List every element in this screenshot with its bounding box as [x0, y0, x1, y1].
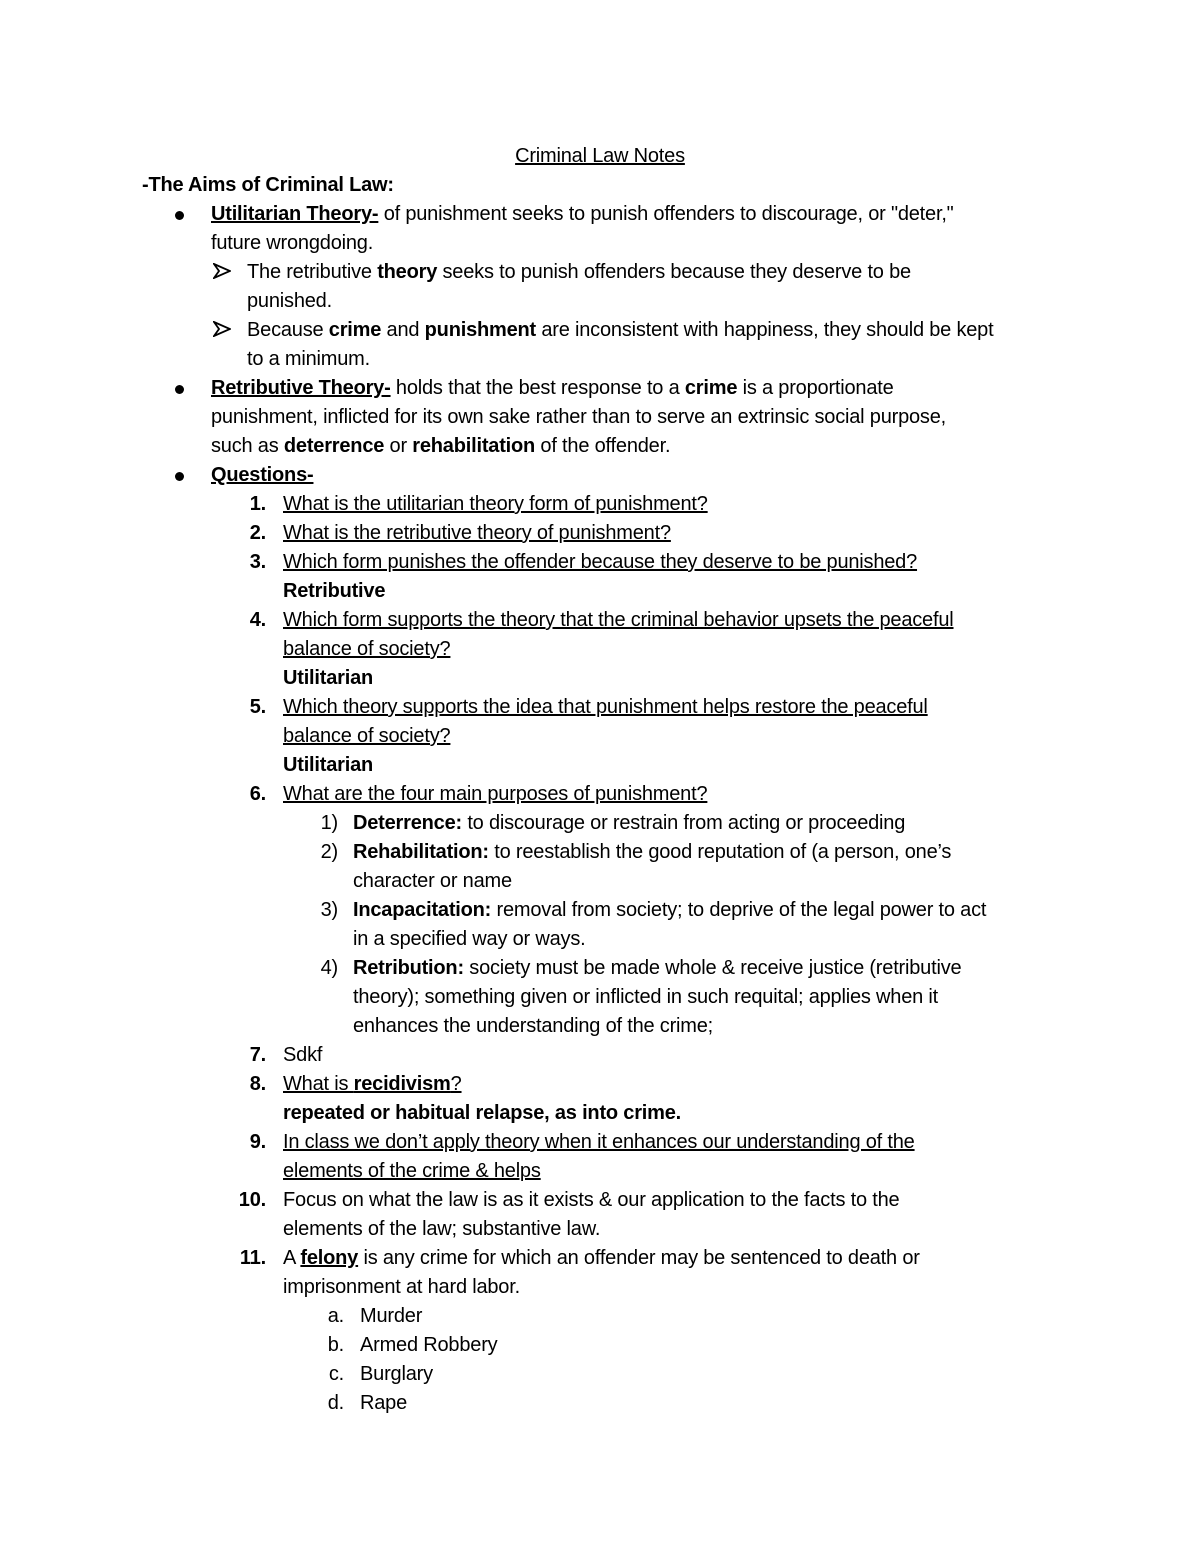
- note-11-line-1: A felony is any crime for which an offender may be sentenced to death or: [283, 1247, 920, 1269]
- question-number: 2.: [249, 522, 266, 544]
- retributive-line-3: such as deterrence or rehabilitation of the offender.: [211, 435, 671, 457]
- question-5-line-2: balance of society?: [283, 725, 451, 747]
- answer-8: repeated or habitual relapse, as into crime.: [283, 1102, 682, 1124]
- answer-5: Utilitarian: [283, 754, 374, 776]
- purpose-retribution-line-3: enhances the understanding of the crime;: [353, 1015, 714, 1037]
- page-title: Criminal Law Notes: [515, 145, 685, 167]
- question-9-line-1: In class we don’t apply theory when it enhances our understanding of the: [283, 1131, 915, 1153]
- question-7: Sdkf: [283, 1044, 323, 1066]
- question-number: 6.: [249, 783, 266, 805]
- section-heading: -The Aims of Criminal Law:: [142, 174, 394, 196]
- question-number: 3.: [249, 551, 266, 573]
- list-letter: d.: [327, 1392, 344, 1414]
- question-6: What are the four main purposes of punishment?: [283, 783, 708, 805]
- felony-rape: Rape: [360, 1392, 408, 1414]
- note-11-line-2: imprisonment at hard labor.: [283, 1276, 520, 1298]
- list-letter: a.: [327, 1305, 344, 1327]
- felony-murder: Murder: [360, 1305, 423, 1327]
- note-10-line-2: elements of the law; substantive law.: [283, 1218, 601, 1240]
- retributive-line-2: punishment, inflicted for its own sake rather than to serve an extrinsic social purpose,: [211, 406, 946, 428]
- retributive-line-1: Retributive Theory- holds that the best response to a crime is a proportionate: [211, 377, 894, 399]
- question-4-line-1: Which form supports the theory that the criminal behavior upsets the peaceful: [283, 609, 954, 631]
- crime-sub-line-2: to a minimum.: [247, 348, 370, 370]
- retributive-sub-line-1: The retributive theory seeks to punish offenders because they deserve to be: [247, 261, 911, 283]
- utilitarian-line-1: Utilitarian Theory- of punishment seeks to punish offenders to discourage, or "deter,": [211, 203, 954, 225]
- purpose-retribution-line-1: Retribution: society must be made whole & receive justice (retributive: [353, 957, 962, 979]
- list-letter: c.: [328, 1363, 344, 1385]
- answer-4: Utilitarian: [283, 667, 374, 689]
- question-number: 5.: [249, 696, 266, 718]
- list-letter: b.: [327, 1334, 344, 1356]
- question-9-line-2: elements of the crime & helps: [283, 1160, 541, 1182]
- question-number: 7.: [249, 1044, 266, 1066]
- purpose-number: 1): [320, 812, 338, 834]
- question-2: What is the retributive theory of punishment?: [283, 522, 671, 544]
- purpose-number: 3): [320, 899, 338, 921]
- utilitarian-line-2: future wrongdoing.: [211, 232, 374, 254]
- purpose-rehabilitation-line-1: Rehabilitation: to reestablish the good reputation of (a person, one’s: [353, 841, 952, 863]
- purpose-incapacitation-line-2: in a specified way or ways.: [353, 928, 586, 950]
- question-number: 9.: [249, 1131, 266, 1153]
- question-3: Which form punishes the offender because they deserve to be punished?: [283, 551, 918, 573]
- arrow-bullet-icon: [213, 263, 231, 279]
- purpose-rehabilitation-line-2: character or name: [353, 870, 512, 892]
- bullet-icon: [175, 385, 184, 394]
- bullet-icon: [175, 472, 184, 481]
- purpose-retribution-line-2: theory); something given or inflicted in such requital; applies when it: [353, 986, 939, 1008]
- crime-sub-line-1: Because crime and punishment are inconsistent with happiness, they should be kept: [247, 319, 994, 341]
- purpose-incapacitation-line-1: Incapacitation: removal from society; to deprive of the legal power to act: [353, 899, 987, 921]
- arrow-bullet-icon: [213, 321, 231, 337]
- purpose-number: 4): [320, 957, 338, 979]
- question-number: 10.: [238, 1189, 266, 1211]
- question-number: 4.: [249, 609, 266, 631]
- answer-3: Retributive: [283, 580, 386, 602]
- retributive-sub-line-2: punished.: [247, 290, 332, 312]
- question-1: What is the utilitarian theory form of punishment?: [283, 493, 708, 515]
- purpose-deterrence: Deterrence: to discourage or restrain from acting or proceeding: [353, 812, 906, 834]
- question-4-line-2: balance of society?: [283, 638, 451, 660]
- questions-label: Questions-: [211, 464, 314, 486]
- purpose-number: 2): [320, 841, 338, 863]
- felony-burglary: Burglary: [360, 1363, 433, 1385]
- question-8: What is recidivism?: [283, 1073, 462, 1095]
- bullet-icon: [175, 211, 184, 220]
- question-number: 11.: [239, 1247, 266, 1269]
- question-number: 1.: [249, 493, 266, 515]
- felony-armed-robbery: Armed Robbery: [360, 1334, 498, 1356]
- question-5-line-1: Which theory supports the idea that punishment helps restore the peaceful: [283, 696, 928, 718]
- question-number: 8.: [249, 1073, 266, 1095]
- note-10-line-1: Focus on what the law is as it exists & our application to the facts to the: [283, 1189, 900, 1211]
